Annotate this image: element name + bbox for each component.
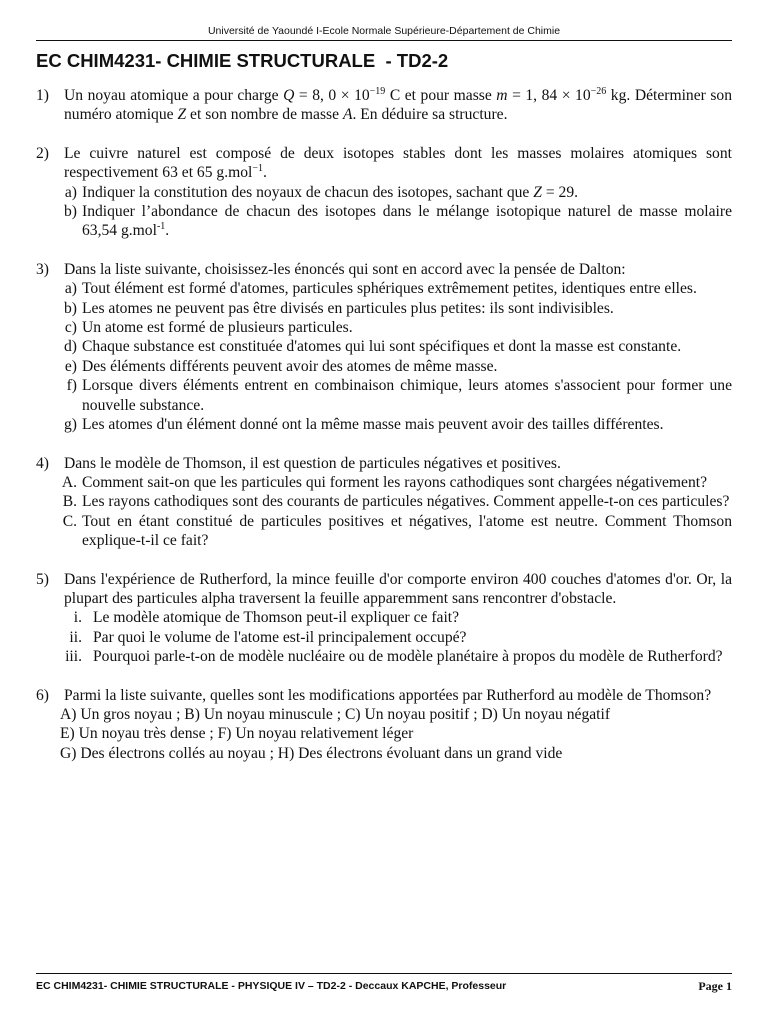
question-5 (36, 570, 732, 609)
question-text: Parmi la liste suivante, quelles sont les modifications apportées par Rutherford au modèle de Thomson? (64, 686, 712, 704)
question-text: Le cuivre naturel est composé de deux isotopes stables dont les masses molaires atomiques sont respectivement 63 et 65 g.mol$^{-1}$. (64, 144, 732, 182)
option-line: A) Un gros noyau ; B) Un noyau minuscule ; C) Un noyau positif ; D) Un noyau négatif (60, 705, 611, 723)
question-number: 6) (36, 686, 49, 704)
question-6 (36, 686, 732, 705)
question-text: Dans l'expérience de Rutherford, la mince feuille d'or comporte environ 400 couches d'atomes d'or. Or, la plupart des particules alpha traversent la feuille apparemment sans rencontrer d'obstacle. (64, 570, 732, 607)
sub-question: f) Lorsque divers éléments entrent en combinaison chimique, leurs atomes s'associent pour former une nouvelle substance. (66, 377, 732, 414)
question-number: 4) (36, 454, 49, 472)
question-text: Dans la liste suivante, choisissez-les énoncés qui sont en accord avec la pensée de Dalton: (64, 260, 626, 278)
document-title: EC CHIM4231- CHIMIE STRUCTURALE - TD2-2 (36, 50, 449, 71)
sub-question: a) Tout élément est formé d'atomes, particules sphériques extrêmement petites, identiques entre elles. (64, 280, 697, 298)
sub-question: iii. Pourquoi parle-t-on de modèle nucléaire ou de modèle planétaire à propos du modèle de Rutherford? (65, 648, 723, 666)
question-number: 5) (36, 570, 49, 588)
exercise-body (36, 86, 732, 763)
question-1 (36, 86, 732, 125)
sub-question: C. Tout en étant constitué de particules positives et négatives, l'atome est neutre. Comment Thomson explique-t-il ce fait? (62, 512, 732, 550)
question-number: 3) (36, 260, 49, 278)
sub-question: a) Indiquer la constitution des noyaux de chacun des isotopes, sachant que Z = 29. (64, 183, 579, 201)
question-3 (36, 260, 732, 279)
page-number: Page 1 (698, 979, 732, 993)
option-line: G) Des électrons collés au noyau ; H) Des électrons évoluant dans un grand vide (60, 744, 563, 762)
question-text: Dans le modèle de Thomson, il est question de particules négatives et positives. (64, 454, 561, 472)
sub-question: e) Des éléments différents peuvent avoir des atomes de même masse. (64, 357, 498, 375)
question-4 (36, 454, 732, 473)
question-number: 1) (36, 87, 49, 104)
sub-question: b) Les atomes ne peuvent pas être divisés en particules plus petites: ils sont indivisibles. (64, 299, 614, 317)
page-header: Université de Yaoundé I-Ecole Normale Supérieure-Département de Chimie (207, 25, 561, 37)
sub-question: A. Comment sait-on que les particules qui forment les rayons cathodiques sont chargées négativement? (61, 473, 708, 491)
sub-question: ii. Par quoi le volume de l'atome est-il principalement occupé? (69, 628, 467, 646)
sub-question: i. Le modèle atomique de Thomson peut-il expliquer ce fait? (73, 609, 460, 627)
question-number: 2) (36, 144, 49, 162)
header-divider (36, 40, 732, 41)
footer-divider (36, 973, 732, 974)
sub-question: c) Un atome est formé de plusieurs particules. (64, 319, 353, 337)
sub-question: d) Chaque substance est constituée d'atomes qui lui sont spécifiques et dont la masse est constante. (64, 338, 682, 356)
option-line: E) Un noyau très dense ; F) Un noyau relativement léger (60, 725, 414, 743)
sub-question: g) Les atomes d'un élément donné ont la même masse mais peuvent avoir des tailles différentes. (64, 416, 664, 434)
page-footer: EC CHIM4231- CHIMIE STRUCTURALE - PHYSIQUE IV – TD2-2 - Deccaux KAPCHE, Professeur (36, 980, 507, 992)
sub-question: b) Indiquer l’abondance de chacun des isotopes dans le mélange isotopique naturel de masse molaire 63,54 g.mol$^{-1}$. (64, 203, 732, 240)
question-text: Un noyau atomique a pour charge Q = 8, $0 \times 10^{-19}$ C et pour masse m = 1, $84 \times 10^{-26}$ kg. Déterminer son numéro atomique Z et son nombre de masse A. En déduire sa structure. (64, 85, 733, 124)
sub-question: B. Les rayons cathodiques sont des courants de particules négatives. Comment appelle-t-on ces particules? (62, 493, 730, 511)
question-2 (36, 144, 732, 183)
